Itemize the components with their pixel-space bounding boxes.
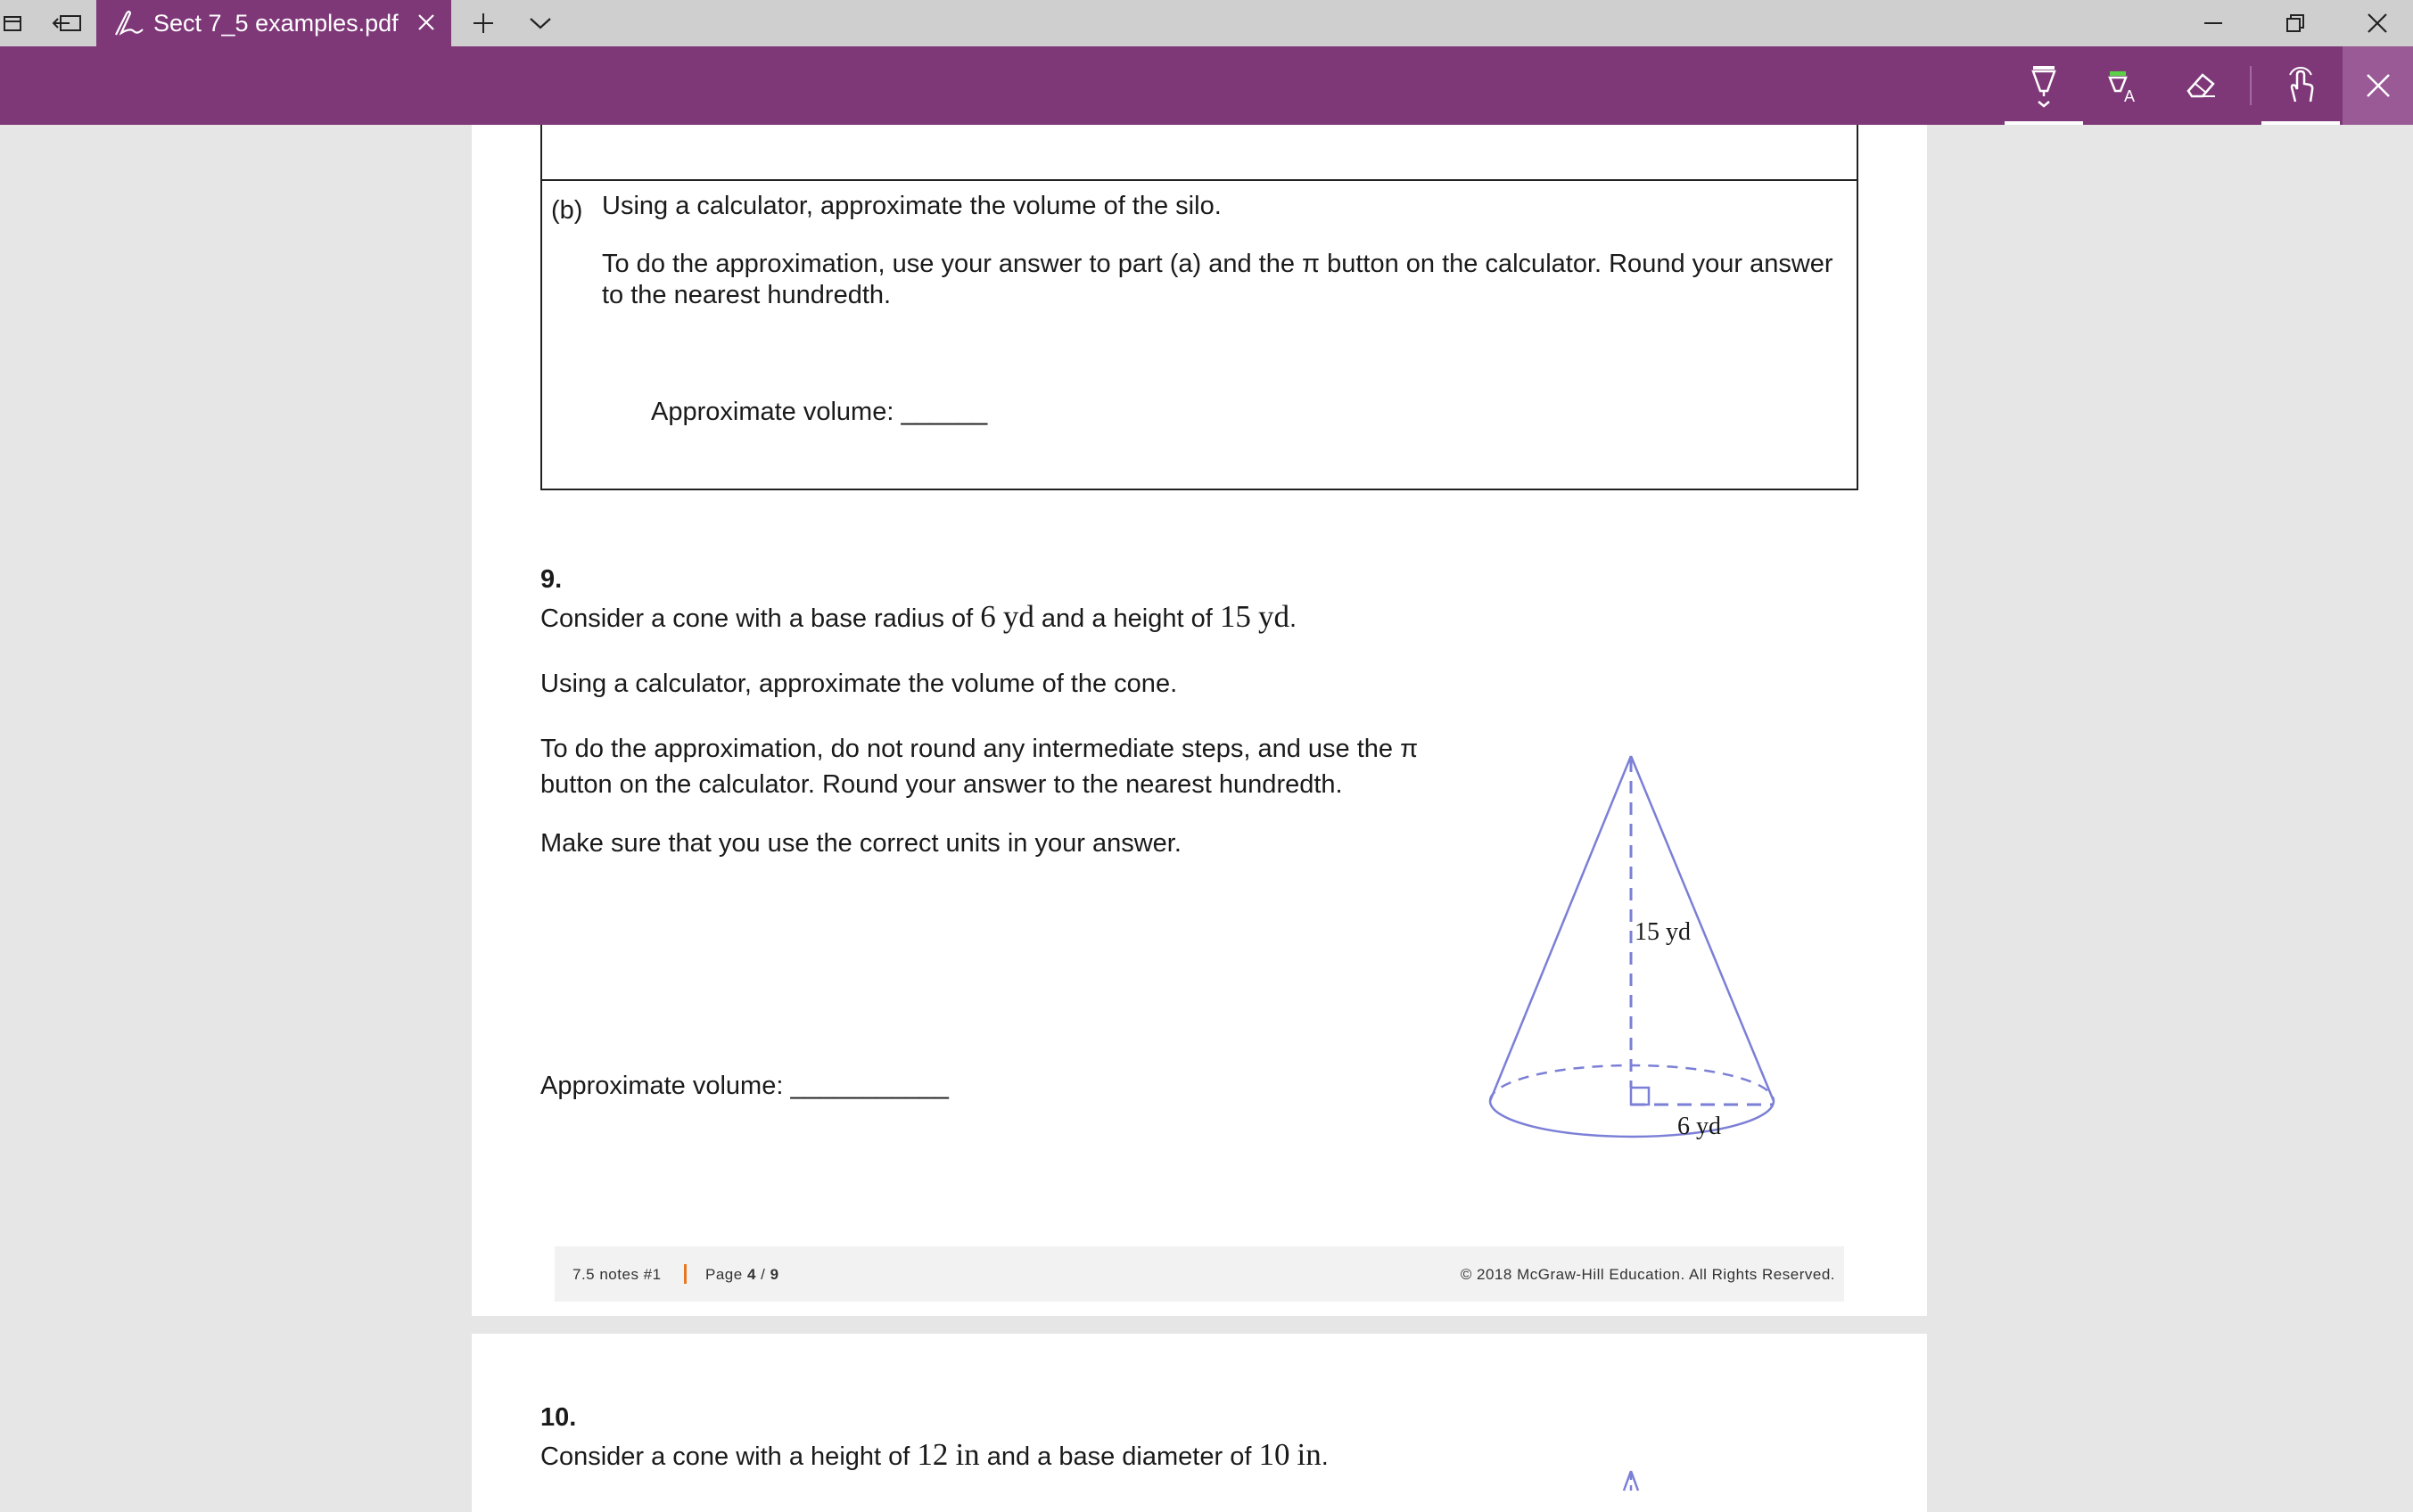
toolbar-separator bbox=[2250, 66, 2252, 105]
svg-text:A: A bbox=[2124, 87, 2136, 103]
pdf-page-5 bbox=[472, 1334, 1927, 1512]
q10-diameter-value: 10 bbox=[1258, 1437, 1290, 1472]
cone-radius-label: 6 yd bbox=[1677, 1113, 1721, 1140]
question-10-number: 10. bbox=[540, 1403, 577, 1432]
eraser-icon[interactable] bbox=[2162, 46, 2240, 125]
question-9-line3: To do the approximation, do not round any intermediate steps, and use the π bbox=[540, 735, 1419, 763]
pen-icon bbox=[112, 8, 144, 43]
tab-active[interactable] bbox=[96, 0, 451, 46]
tab-dropdown-icon[interactable] bbox=[521, 0, 560, 46]
minimize-icon[interactable] bbox=[2172, 0, 2254, 46]
cone-figure bbox=[1479, 624, 1800, 1159]
q10-text-b: and a base diameter of bbox=[986, 1442, 1252, 1471]
q9-text-a: Consider a cone with a base radius of bbox=[540, 604, 974, 633]
touch-writing-indicator bbox=[2261, 121, 2340, 125]
q10-height-unit: in bbox=[955, 1437, 980, 1472]
question-9-line2: Using a calculator, approximate the volume of the cone. bbox=[540, 670, 1178, 698]
q10-period: . bbox=[1321, 1442, 1329, 1471]
question-9-line5: Make sure that you use the correct units in your answer. bbox=[540, 829, 1182, 858]
part-b-label: (b) bbox=[551, 196, 583, 225]
q10-diameter-unit: in bbox=[1297, 1437, 1322, 1472]
back-tabs-icon[interactable] bbox=[45, 0, 89, 46]
question-9-line1 bbox=[540, 599, 1297, 635]
q10-text-a: Consider a cone with a height of bbox=[540, 1442, 910, 1471]
part-b-line1: Using a calculator, approximate the volume of the silo. bbox=[602, 192, 1222, 220]
footer-page-total: 9 bbox=[770, 1266, 779, 1283]
close-tab-icon[interactable] bbox=[414, 10, 439, 39]
part-b-line2: To do the approximation, use your answer to part (a) and the π button on the calculator. Round your answer bbox=[602, 250, 1833, 278]
question-9-answer[interactable]: Approximate volume: ___________ bbox=[540, 1072, 949, 1100]
pdf-page-4 bbox=[472, 125, 1927, 1316]
q10-height-value: 12 bbox=[917, 1437, 949, 1472]
set-tabs-aside-icon[interactable] bbox=[0, 0, 27, 46]
touch-writing-icon[interactable] bbox=[2261, 46, 2340, 125]
footer-left: 7.5 notes #1 bbox=[572, 1266, 662, 1283]
ballpoint-pen-icon[interactable] bbox=[2005, 46, 2083, 125]
q9-text-b: and a height of bbox=[1041, 604, 1213, 633]
q9-height-value: 15 bbox=[1219, 599, 1251, 634]
table-row-divider bbox=[540, 179, 1858, 181]
footer-page-label: Page bbox=[705, 1266, 743, 1283]
q9-period: . bbox=[1289, 604, 1297, 633]
active-tool-indicator bbox=[2005, 121, 2083, 125]
question-9-number: 9. bbox=[540, 565, 563, 594]
question-10-line1 bbox=[540, 1437, 1329, 1473]
q9-radius-unit: yd bbox=[1002, 599, 1034, 634]
highlighter-icon[interactable] bbox=[2083, 46, 2162, 125]
restore-icon[interactable] bbox=[2254, 0, 2336, 46]
footer-page-sep: / bbox=[755, 1266, 770, 1283]
new-tab-icon[interactable] bbox=[464, 0, 503, 46]
q9-radius-value: 6 bbox=[980, 599, 996, 634]
cone-height-label: 15 yd bbox=[1635, 918, 1691, 946]
close-ink-icon[interactable] bbox=[2343, 46, 2413, 125]
footer-page-current: 4 bbox=[746, 1266, 756, 1283]
footer-copyright: © 2018 McGraw-Hill Education. All Rights Reserved. bbox=[1460, 1266, 1835, 1283]
title-bar bbox=[0, 0, 2413, 46]
table-border-bottom bbox=[540, 489, 1858, 490]
q9-height-unit: yd bbox=[1257, 599, 1289, 634]
page-footer bbox=[555, 1246, 1844, 1302]
close-window-icon[interactable] bbox=[2336, 0, 2413, 46]
ink-toolbar bbox=[0, 46, 2413, 125]
tab-title: Sect 7_5 examples.pdf bbox=[153, 9, 399, 37]
footer-page bbox=[705, 1266, 779, 1284]
footer-separator bbox=[684, 1264, 687, 1284]
part-b-line3: to the nearest hundredth. bbox=[602, 281, 892, 309]
question-9-line4: button on the calculator. Round your answer to the nearest hundredth. bbox=[540, 770, 1343, 799]
part-b-answer[interactable]: Approximate volume: ______ bbox=[651, 398, 988, 426]
